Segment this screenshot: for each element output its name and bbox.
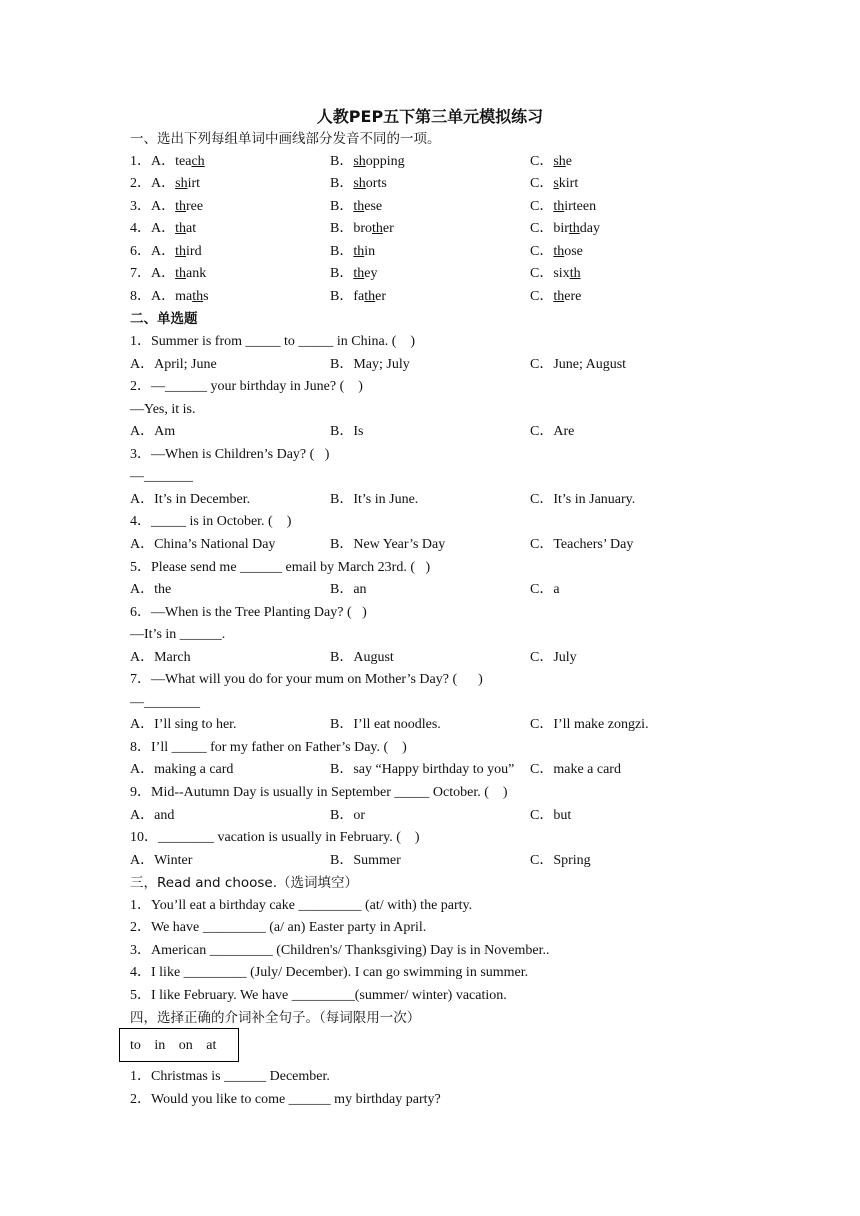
option-text: C．I’ll make zongzi.	[530, 717, 649, 733]
underlined-sound: th	[353, 243, 365, 259]
word-part: ese	[364, 198, 383, 214]
option-c	[530, 534, 633, 556]
option-c	[530, 354, 626, 376]
option-b	[330, 805, 365, 827]
question-text: 9．Mid--Autumn Day is usually in September _____ October. ( )	[130, 784, 508, 800]
option-label: B．	[330, 176, 354, 192]
underlined-sound: th	[553, 288, 565, 304]
option-text: B．May; July	[330, 356, 410, 372]
option-c	[530, 196, 596, 218]
option-c	[530, 263, 581, 285]
option-a	[130, 534, 275, 556]
question-line	[130, 511, 291, 533]
option-c	[530, 579, 560, 601]
option-text: C．make a card	[530, 762, 621, 778]
underlined-sound: th	[353, 266, 365, 282]
question-line	[130, 331, 415, 353]
option-label: C．	[530, 288, 554, 304]
option-b	[330, 151, 405, 173]
question-text: 5．I like February. We have _________(summer/ winter) vacation.	[130, 987, 507, 1003]
option-text: C．a	[530, 582, 560, 597]
option-label: A．	[151, 176, 176, 192]
option-text: A．the	[130, 582, 172, 597]
underlined-sound: th	[569, 266, 581, 282]
option-label: C．	[530, 153, 554, 169]
option-c	[530, 241, 583, 263]
option-label: B．	[330, 288, 354, 304]
question-text: —________	[130, 694, 200, 710]
option-text: A．Am	[130, 424, 176, 440]
question-number: 7．	[130, 266, 151, 282]
question-line	[130, 466, 193, 488]
question-line	[130, 827, 420, 849]
section-heading	[130, 308, 198, 330]
word-part: kirt	[558, 176, 579, 192]
underlined-sound: th	[353, 198, 365, 214]
option-a	[130, 196, 203, 218]
option-b	[330, 263, 377, 285]
option-b	[330, 850, 401, 872]
option-text: C．Are	[530, 424, 575, 440]
option-label: B．	[330, 243, 354, 259]
option-text: A．making a card	[130, 762, 234, 778]
question-text: 7．—What will you do for your mum on Mother’s Day? ( )	[130, 672, 483, 688]
option-b	[330, 241, 375, 263]
option-text: A．Winter	[130, 852, 193, 868]
section-heading-text: 三，Read and choose.（选词填空）	[130, 875, 359, 892]
question-text: 3．—When is Children’s Day? ( )	[130, 446, 330, 462]
question-text: —It’s in ______.	[130, 627, 226, 643]
option-a	[130, 286, 209, 308]
option-a	[130, 151, 205, 173]
underlined-sound: th	[192, 288, 204, 304]
option-b	[330, 218, 394, 240]
option-text: A．It’s in December.	[130, 491, 251, 507]
word-bank-item: to	[130, 1038, 141, 1053]
word-part: opping	[365, 153, 405, 169]
page-title: 人教PEP五下第三单元模拟练习	[316, 107, 544, 126]
question-number: 6．	[130, 243, 151, 259]
word-part: orts	[365, 176, 387, 192]
option-label: A．	[151, 153, 176, 169]
option-b	[330, 173, 387, 195]
question-line	[130, 602, 367, 624]
underlined-sound: th	[175, 243, 187, 259]
word-bank-item: in	[154, 1038, 166, 1053]
underlined-sound: sh	[175, 176, 188, 192]
question-line	[130, 624, 225, 646]
word-part: er	[382, 221, 394, 237]
option-a	[130, 354, 217, 376]
option-c	[530, 850, 591, 872]
option-label: C．	[530, 266, 554, 282]
underlined-sound: ch	[191, 153, 205, 169]
question-line	[130, 557, 430, 579]
word-bank-item: on	[178, 1038, 193, 1053]
word-part: ree	[186, 198, 204, 214]
question-text: 1．Christmas is ______ December.	[130, 1069, 330, 1084]
underlined-sound: th	[553, 198, 565, 214]
option-c	[530, 759, 621, 781]
option-c	[530, 218, 600, 240]
underlined-sound: th	[175, 266, 187, 282]
option-c	[530, 421, 574, 443]
option-label: A．	[151, 288, 176, 304]
question-number: 4．	[130, 221, 151, 237]
option-text: A．China’s National Day	[130, 536, 276, 552]
option-a	[130, 421, 175, 443]
option-label: C．	[530, 176, 554, 192]
word-part: irt	[187, 176, 201, 192]
option-text: C．Spring	[530, 852, 591, 868]
underlined-sound: th	[175, 221, 187, 237]
word-part: e	[565, 153, 573, 169]
option-text: C．It’s in January.	[530, 491, 636, 507]
word-part: ird	[186, 243, 202, 259]
option-b	[330, 579, 367, 601]
word-part: s	[203, 288, 209, 304]
option-b	[330, 759, 514, 781]
option-label: C．	[530, 221, 554, 237]
underlined-sound: th	[568, 221, 580, 237]
option-text: B．I’ll eat noodles.	[330, 717, 441, 733]
option-text: A．and	[130, 807, 175, 823]
question-line	[130, 737, 407, 759]
question-line	[130, 692, 200, 714]
option-a	[130, 173, 200, 195]
word-part: ose	[564, 243, 583, 259]
option-text: B．or	[330, 807, 365, 823]
option-a	[130, 218, 196, 240]
section-heading	[130, 872, 358, 894]
question-text: 6．—When is the Tree Planting Day? ( )	[130, 604, 367, 620]
option-text: A．March	[130, 649, 191, 665]
option-a	[130, 579, 171, 601]
option-c	[530, 647, 577, 669]
question-text: 2．Would you like to come ______ my birthday party?	[130, 1091, 441, 1107]
option-b	[330, 714, 441, 736]
question-line	[130, 376, 363, 398]
underlined-sound: sh	[553, 153, 566, 169]
question-line	[130, 444, 329, 466]
question-text: 2．We have _________ (a/ an) Easter party in April.	[130, 920, 427, 936]
word-part: fa	[353, 288, 365, 304]
option-label: C．	[530, 243, 554, 259]
word-part: tea	[175, 153, 192, 169]
fill-in-question	[130, 917, 426, 939]
word-part: six	[553, 266, 570, 282]
word-part: irteen	[564, 198, 597, 214]
option-label: A．	[151, 266, 176, 282]
underlined-sound: th	[372, 221, 383, 237]
underlined-sound: s	[553, 176, 559, 192]
underlined-sound: sh	[353, 153, 366, 169]
option-label: A．	[151, 221, 176, 237]
option-text: A．April; June	[130, 356, 217, 372]
question-text: 10．________ vacation is usually in February. ( )	[130, 830, 420, 845]
word-part: at	[186, 221, 197, 237]
preposition-question	[130, 1089, 441, 1111]
option-c	[530, 286, 581, 308]
option-label: A．	[151, 243, 176, 259]
option-a	[130, 489, 250, 511]
option-text: B．say “Happy birthday to you”	[330, 762, 515, 778]
option-b	[330, 534, 445, 556]
fill-in-question	[130, 962, 528, 984]
option-label: A．	[151, 198, 176, 214]
underlined-sound: th	[175, 198, 187, 214]
question-text: 2．—______ your birthday in June? ( )	[130, 379, 363, 395]
word-part: ma	[175, 288, 193, 304]
option-b	[330, 421, 363, 443]
word-bank-item: at	[206, 1038, 217, 1053]
question-text: 3．American _________ (Children's/ Thanksgiving) Day is in November..	[130, 942, 550, 958]
option-b	[330, 286, 386, 308]
question-line	[130, 399, 196, 421]
word-bank-box	[119, 1028, 239, 1062]
option-a	[130, 850, 192, 872]
question-text: 1．Summer is from _____ to _____ in China. ( )	[130, 334, 416, 349]
preposition-question	[130, 1066, 330, 1088]
section-heading-text: 二、单选题	[130, 311, 198, 328]
question-line	[130, 669, 483, 691]
word-part: ere	[564, 288, 582, 304]
word-part: ank	[186, 266, 207, 282]
option-text: C．July	[530, 649, 577, 665]
option-text: C．June; August	[530, 356, 627, 372]
fill-in-question	[130, 940, 549, 962]
option-c	[530, 489, 635, 511]
option-c	[530, 173, 578, 195]
option-c	[530, 151, 572, 173]
option-text: B．It’s in June.	[330, 491, 419, 507]
question-number: 1．	[130, 153, 151, 169]
word-part: day	[579, 221, 601, 237]
question-text: 1．You’ll eat a birthday cake _________ (at/ with) the party.	[130, 897, 473, 913]
option-text: C．Teachers’ Day	[530, 536, 634, 552]
option-a	[130, 647, 191, 669]
option-b	[330, 647, 394, 669]
section-heading	[130, 128, 441, 150]
fill-in-question	[130, 985, 507, 1007]
underlined-sound: th	[364, 288, 376, 304]
word-part: er	[375, 288, 387, 304]
section-heading-text: 四，选择正确的介词补全句子。（每词限用一次）	[130, 1010, 421, 1027]
option-text: A．I’ll sing to her.	[130, 717, 237, 733]
question-text: —Yes, it is.	[130, 401, 196, 417]
word-part: bir	[553, 221, 569, 237]
question-number: 3．	[130, 198, 151, 214]
option-c	[530, 714, 649, 736]
word-part: ey	[364, 266, 378, 282]
underlined-sound: sh	[353, 176, 366, 192]
question-text: 4．_____ is in October. ( )	[130, 514, 292, 530]
option-a	[130, 263, 206, 285]
word-part: in	[364, 243, 376, 259]
option-b	[330, 489, 418, 511]
option-text: B．Is	[330, 424, 364, 440]
section-heading	[130, 1007, 420, 1029]
option-b	[330, 354, 410, 376]
option-text: B．August	[330, 649, 394, 665]
option-label: C．	[530, 198, 554, 214]
section-heading-text: 一、选出下列每组单词中画线部分发音不同的一项。	[130, 131, 441, 147]
underlined-sound: th	[553, 243, 565, 259]
question-text: 5．Please send me ______ email by March 23rd. ( )	[130, 559, 431, 575]
option-a	[130, 241, 202, 263]
option-text: B．an	[330, 582, 367, 597]
question-number: 8．	[130, 288, 151, 304]
option-text: B．New Year’s Day	[330, 536, 446, 552]
option-a	[130, 714, 237, 736]
option-a	[130, 759, 233, 781]
option-label: B．	[330, 266, 354, 282]
question-text: 4．I like _________ (July/ December). I can go swimming in summer.	[130, 965, 529, 981]
option-label: B．	[330, 153, 354, 169]
option-a	[130, 805, 174, 827]
question-text: 8．I’ll _____ for my father on Father’s Day. ( )	[130, 739, 407, 755]
option-text: C．but	[530, 807, 572, 823]
option-b	[330, 196, 382, 218]
question-text: —_______	[130, 469, 193, 485]
option-text: B．Summer	[330, 852, 401, 868]
word-part: bro	[353, 221, 373, 237]
question-line	[130, 782, 508, 804]
fill-in-question	[130, 895, 472, 917]
option-label: B．	[330, 198, 354, 214]
option-c	[530, 805, 571, 827]
question-number: 2．	[130, 176, 151, 192]
option-label: B．	[330, 221, 354, 237]
